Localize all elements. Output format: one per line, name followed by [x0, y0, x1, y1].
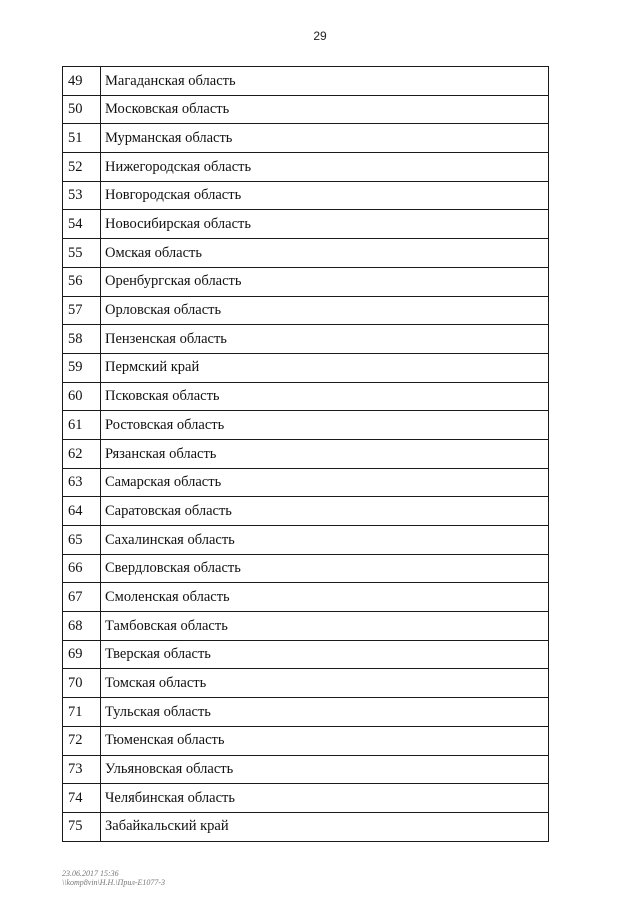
table-row: [63, 296, 549, 325]
regions-table: [62, 66, 549, 842]
row-number: 59: [63, 353, 101, 382]
table-row: [63, 526, 549, 555]
row-number: 64: [63, 497, 101, 526]
table-row: [63, 784, 549, 813]
region-name: Саратовская область: [101, 497, 549, 526]
region-name: Орловская область: [101, 296, 549, 325]
row-number: 71: [63, 698, 101, 727]
region-name: Нижегородская область: [101, 153, 549, 182]
region-name: Челябинская область: [101, 784, 549, 813]
row-number: 56: [63, 267, 101, 296]
region-name: Тюменская область: [101, 726, 549, 755]
table-row: [63, 497, 549, 526]
row-number: 50: [63, 95, 101, 124]
row-number: 61: [63, 411, 101, 440]
row-number: 55: [63, 239, 101, 268]
table-row: [63, 698, 549, 727]
region-name: Пензенская область: [101, 325, 549, 354]
row-number: 51: [63, 124, 101, 153]
row-number: 49: [63, 67, 101, 96]
table-row: [63, 95, 549, 124]
row-number: 54: [63, 210, 101, 239]
table-row: [63, 439, 549, 468]
row-number: 73: [63, 755, 101, 784]
region-name: Омская область: [101, 239, 549, 268]
row-number: 52: [63, 153, 101, 182]
region-name: Новосибирская область: [101, 210, 549, 239]
table-row: [63, 382, 549, 411]
row-number: 53: [63, 181, 101, 210]
region-name: Оренбургская область: [101, 267, 549, 296]
table-row: [63, 124, 549, 153]
table-row: [63, 755, 549, 784]
row-number: 70: [63, 669, 101, 698]
row-number: 68: [63, 612, 101, 641]
table-row: [63, 325, 549, 354]
row-number: 67: [63, 583, 101, 612]
region-name: Мурманская область: [101, 124, 549, 153]
row-number: 62: [63, 439, 101, 468]
table-row: [63, 239, 549, 268]
document-footer: [62, 869, 165, 887]
row-number: 72: [63, 726, 101, 755]
region-name: Тверская область: [101, 640, 549, 669]
region-name: Ростовская область: [101, 411, 549, 440]
footer-file-path: \\komp8vin\Н.Н.\Прил-Е1077-3: [62, 878, 166, 887]
table-row: [63, 554, 549, 583]
regions-table-body: [63, 67, 549, 842]
table-row: [63, 153, 549, 182]
table-row: [63, 67, 549, 96]
table-row: [63, 468, 549, 497]
region-name: Забайкальский край: [101, 812, 549, 841]
row-number: 63: [63, 468, 101, 497]
table-row: [63, 353, 549, 382]
row-number: 66: [63, 554, 101, 583]
region-name: Новгородская область: [101, 181, 549, 210]
row-number: 75: [63, 812, 101, 841]
region-name: Пермский край: [101, 353, 549, 382]
region-name: Ульяновская область: [101, 755, 549, 784]
row-number: 65: [63, 526, 101, 555]
table-row: [63, 612, 549, 641]
region-name: Свердловская область: [101, 554, 549, 583]
table-row: [63, 583, 549, 612]
row-number: 60: [63, 382, 101, 411]
page-number: 29: [313, 29, 327, 43]
table-row: [63, 267, 549, 296]
region-name: Смоленская область: [101, 583, 549, 612]
row-number: 69: [63, 640, 101, 669]
region-name: Псковская область: [101, 382, 549, 411]
region-name: Московская область: [101, 95, 549, 124]
region-name: Тамбовская область: [101, 612, 549, 641]
region-name: Сахалинская область: [101, 526, 549, 555]
table-row: [63, 669, 549, 698]
row-number: 58: [63, 325, 101, 354]
region-name: Тульская область: [101, 698, 549, 727]
row-number: 74: [63, 784, 101, 813]
table-row: [63, 812, 549, 841]
table-row: [63, 210, 549, 239]
table-row: [63, 181, 549, 210]
region-name: Рязанская область: [101, 439, 549, 468]
region-name: Самарская область: [101, 468, 549, 497]
row-number: 57: [63, 296, 101, 325]
region-name: Магаданская область: [101, 67, 549, 96]
footer-timestamp: 23.06.2017 15:36: [62, 869, 119, 878]
region-name: Томская область: [101, 669, 549, 698]
table-row: [63, 640, 549, 669]
table-row: [63, 411, 549, 440]
table-row: [63, 726, 549, 755]
